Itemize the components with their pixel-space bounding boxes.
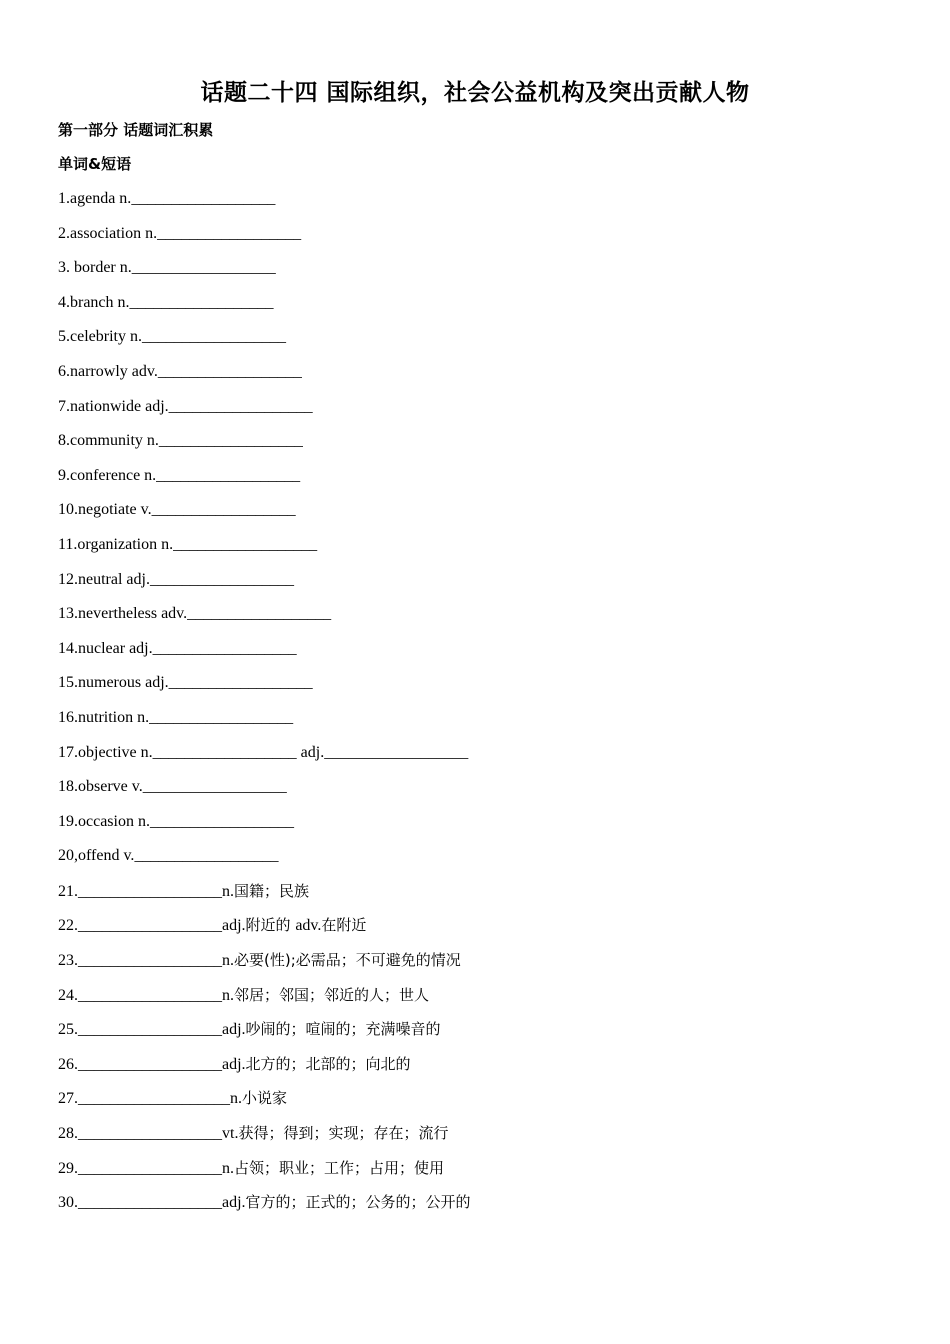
answer-blank: __________________ — [78, 986, 222, 1004]
vocab-item — [58, 531, 918, 566]
answer-blank: __________________ — [149, 812, 294, 830]
answer-blank: __________________ — [142, 778, 287, 796]
item-number: 24. — [58, 986, 78, 1004]
chinese-meaning: 国籍；民族 — [234, 881, 310, 900]
answer-blank: __________________ — [78, 952, 222, 970]
item-prompt: 5.celebrity n. — [58, 328, 142, 346]
answer-blank: __________________ — [168, 397, 313, 415]
item-prompt: 2.association n. — [58, 224, 158, 242]
chinese-meaning: 小说家 — [242, 1089, 288, 1108]
item-prompt-second: adj. — [296, 743, 325, 761]
answer-blank: __________________ — [158, 432, 303, 450]
answer-blank: __________________ — [141, 328, 286, 346]
vocab-item — [58, 600, 918, 635]
answer-blank: __________________ — [149, 708, 294, 726]
answer-blank: __________________ — [131, 259, 276, 277]
item-prompt: 20,offend v. — [58, 847, 135, 865]
item-number: 23. — [58, 952, 78, 970]
vocab-item — [58, 254, 918, 289]
chinese-meaning: 吵闹的；喧闹的；充满噪音的 — [245, 1020, 441, 1039]
answer-blank: __________________ — [168, 674, 313, 692]
item-prompt: 8.community n. — [58, 432, 159, 450]
vocab-item — [58, 462, 918, 497]
item-prompt: 17.objective n. — [58, 743, 153, 761]
subsection-heading: 单词&短语 — [58, 155, 132, 173]
item-number: 30. — [58, 1194, 78, 1212]
section-heading: 第一部分 话题词汇积累 — [58, 121, 214, 139]
item-prompt: 19.occasion n. — [58, 812, 150, 830]
part-of-speech: n. — [222, 882, 234, 900]
answer-blank: __________________ — [129, 293, 274, 311]
part-of-speech-second: adv. — [295, 917, 322, 935]
item-prompt: 18.observe v. — [58, 778, 143, 796]
chinese-meaning: 邻居；邻国；邻近的人；世人 — [234, 985, 430, 1004]
vocab-item — [58, 1015, 918, 1050]
vocab-item — [58, 635, 918, 670]
vocab-item — [58, 808, 918, 843]
item-number: 29. — [58, 1159, 78, 1177]
answer-blank: __________________ — [157, 224, 302, 242]
item-number: 26. — [58, 1055, 78, 1073]
page-title: 话题二十四 国际组织，社会公益机构及突出贡献人物 — [200, 80, 750, 106]
chinese-meaning-second: 在附近 — [321, 916, 367, 935]
item-prompt: 6.narrowly adv. — [58, 362, 158, 380]
answer-blank: __________________ — [152, 639, 297, 657]
answer-blank: __________________ — [78, 1159, 222, 1177]
answer-blank: __________________ — [324, 743, 469, 761]
item-number: 27. — [58, 1090, 78, 1108]
answer-blank: __________________ — [78, 1055, 222, 1073]
vocab-item — [58, 496, 918, 531]
part-of-speech: adj. — [222, 917, 246, 935]
vocab-list — [58, 185, 918, 1223]
item-prompt: 1.agenda n. — [58, 190, 132, 207]
item-prompt: 14.nuclear adj. — [58, 639, 153, 657]
vocab-item — [58, 911, 918, 946]
chinese-meaning: 官方的；正式的；公务的；公开的 — [245, 1193, 471, 1212]
vocab-item — [58, 185, 918, 220]
vocab-item — [58, 739, 918, 774]
part-of-speech: vt. — [222, 1125, 239, 1143]
item-prompt: 4.branch n. — [58, 293, 130, 311]
answer-blank: __________________ — [149, 570, 294, 588]
vocab-item — [58, 669, 918, 704]
answer-blank: __________________ — [157, 362, 302, 380]
answer-blank: ___________________ — [78, 1090, 230, 1108]
item-number: 28. — [58, 1125, 78, 1143]
vocab-item — [58, 946, 918, 981]
item-prompt: 10.negotiate v. — [58, 501, 152, 519]
item-prompt: 16.nutrition n. — [58, 708, 150, 726]
chinese-meaning: 附近的 — [245, 916, 296, 935]
item-number: 25. — [58, 1021, 78, 1039]
chinese-meaning: 北方的；北部的；向北的 — [245, 1054, 411, 1073]
part-of-speech: n. — [230, 1090, 242, 1108]
answer-blank: __________________ — [156, 466, 301, 484]
answer-blank: __________________ — [134, 847, 279, 865]
answer-blank: __________________ — [78, 917, 222, 935]
answer-blank: __________________ — [152, 743, 297, 761]
vocab-item — [58, 704, 918, 739]
part-of-speech: n. — [222, 986, 234, 1004]
item-prompt: 3. border n. — [58, 259, 132, 277]
vocab-item — [58, 427, 918, 462]
item-prompt: 11.organization n. — [58, 535, 174, 553]
part-of-speech: n. — [222, 1159, 234, 1177]
answer-blank: __________________ — [131, 190, 276, 207]
item-prompt: 7.nationwide adj. — [58, 397, 169, 415]
answer-blank: __________________ — [151, 501, 296, 519]
chinese-meaning: 获得；得到；实现；存在；流行 — [238, 1124, 449, 1143]
answer-blank: __________________ — [173, 535, 318, 553]
vocab-item — [58, 289, 918, 324]
item-number: 22. — [58, 917, 78, 935]
vocab-item — [58, 1050, 918, 1085]
part-of-speech: adj. — [222, 1055, 246, 1073]
item-prompt: 15.numerous adj. — [58, 674, 169, 692]
vocab-item — [58, 1119, 918, 1154]
vocab-item — [58, 393, 918, 428]
chinese-meaning: 必要(性);必需品；不可避免的情况 — [234, 951, 461, 970]
vocab-item — [58, 323, 918, 358]
item-prompt: 9.conference n. — [58, 466, 157, 484]
part-of-speech: adj. — [222, 1194, 246, 1212]
chinese-meaning: 占领；职业；工作；占用；使用 — [234, 1158, 445, 1177]
item-prompt: 13.nevertheless adv. — [58, 605, 188, 623]
part-of-speech: n. — [222, 952, 234, 970]
answer-blank: __________________ — [78, 1125, 222, 1143]
vocab-item — [58, 1084, 918, 1119]
vocab-item — [58, 1188, 918, 1223]
vocab-item — [58, 1154, 918, 1189]
vocab-item — [58, 842, 918, 877]
vocab-item — [58, 877, 918, 912]
vocab-item — [58, 220, 918, 255]
answer-blank: __________________ — [78, 1194, 222, 1212]
part-of-speech: adj. — [222, 1021, 246, 1039]
answer-blank: __________________ — [78, 882, 222, 900]
item-number: 21. — [58, 882, 78, 900]
vocab-item — [58, 981, 918, 1016]
vocab-item — [58, 566, 918, 601]
answer-blank: __________________ — [187, 605, 332, 623]
answer-blank: __________________ — [78, 1021, 222, 1039]
item-prompt: 12.neutral adj. — [58, 570, 150, 588]
vocab-item — [58, 358, 918, 393]
vocab-item — [58, 773, 918, 808]
